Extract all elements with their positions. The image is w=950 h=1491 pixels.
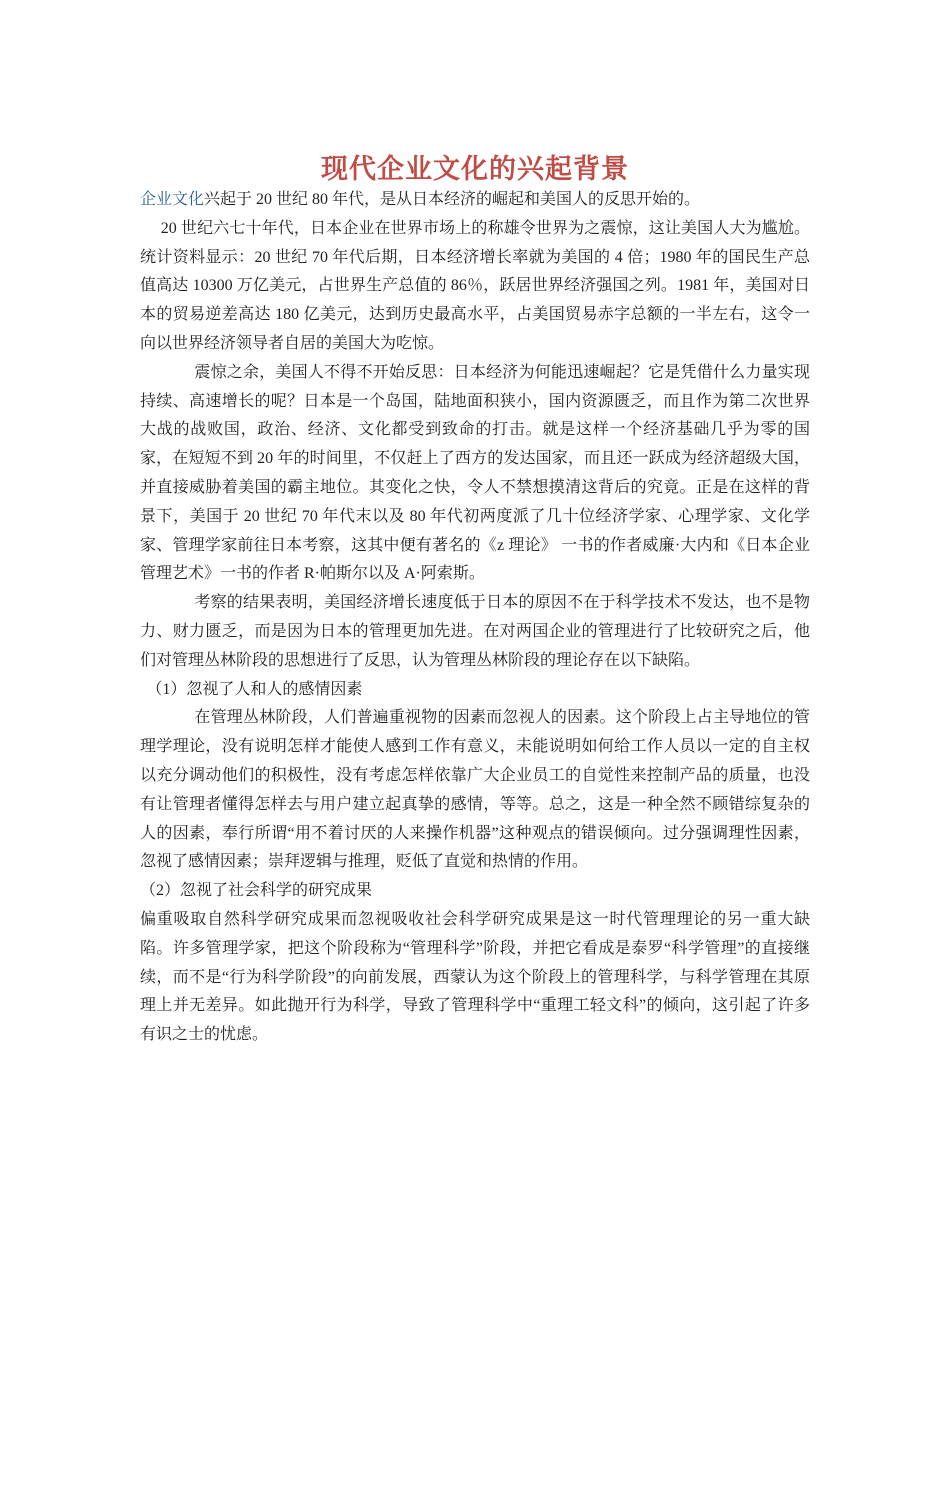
page-title: 现代企业文化的兴起背景	[321, 154, 629, 184]
paragraph-us-reflection: 震惊之余，美国人不得不开始反思：日本经济为何能迅速崛起？它是凭借什么力量实现持续、高速增长的呢？日本是一个岛国，陆地面积狭小，国内资源匮乏，而且作为第二次世界大战的战败国，政治、经济、文化都受到致命的打击。就是这样一个经济基础几乎为零的国家，在短短不到 20 年的时间里，不仅赶上了西方的发达国家，而且还一跃成为经济超级大国，并直接威胁着美国的霸主地位。其变化之快，令人不禁想摸清这背后的究竟。正是在这样的背景下，美国于 20 世纪 70 年代末以及 80 年代初两度派了几十位经济学家、心理学家、文化学家、管理学家前往日本考察，这其中便有著名的《z 理论》 一书的作者威廉·大内和《日本企业管理艺术》一书的作者 R·帕斯尔以及 A·阿索斯。	[140, 363, 810, 583]
document-page	[0, 147, 950, 1130]
section-heading-2: （2）忽视了社会科学的研究成果	[140, 882, 373, 900]
paragraph-survey-results: 考察的结果表明，美国经济增长速度低于日本的原因不在于科学技术不发达，也不是物力、财力匮乏，而是因为日本的管理更加先进。在对两国企业的管理进行了比较研究之后，他们对管理丛林阶段的思想进行了反思，认为管理丛林阶段的理论存在以下缺陷。	[140, 594, 810, 669]
intro-paragraph	[140, 186, 810, 215]
paragraph-japan-rise-stats: 20 世纪六七十年代，日本企业在世界市场上的称雄令世界为之震惊，这让美国人大为尴尬。统计资料显示：20 世纪 70 年代后期，日本经济增长率就为美国的 4 倍；1980 年的国民生产总值高达 10300 万亿美元，占世界生产总值的 86％，跃居世界经济强国之列。1981 年，美国对日本的贸易逆差高达 180 亿美元，达到历史最高水平，占美国贸易赤字总额的一半左右，这令一向以世界经济领导者自居的美国大为吃惊。	[140, 219, 810, 352]
intro-text: 兴起于 20 世纪 80 年代，是从日本经济的崛起和美国人的反思开始的。	[204, 191, 701, 208]
paragraph-social-science: 偏重吸取自然科学研究成果而忽视吸收社会科学研究成果是这一时代管理理论的另一重大缺陷。许多管理学家，把这个阶段称为“管理科学”阶段，并把它看成是泰罗“科学管理”的直接继续，而不是“行为科学阶段”的向前发展，西蒙认为这个阶段上的管理科学，与科学管理在其原理上并无差异。如此抛开行为科学，导致了管理科学中“重理工轻文科”的倾向，这引起了许多有识之士的忧虑。	[140, 910, 810, 1044]
qiye-wenhua-link[interactable]: 企业文化	[140, 191, 205, 208]
section-heading-1: （1）忽视了人和人的感情因素	[146, 680, 363, 698]
paragraph-emotion-factor: 在管理丛林阶段，人们普遍重视物的因素而忽视人的因素。这个阶段上占主导地位的管理学理论，没有说明怎样才能使人感到工作有意义，未能说明如何给工作人员以一定的自主权以充分调动他们的积极性，没有考虑怎样依靠广大企业员工的自觉性来控制产品的质量，也没有让管理者懂得怎样去与用户建立起真挚的感情，等等。总之，这是一种全然不顾错综复杂的人的因素，奉行所谓“用不着讨厌的人来操作机器”这种观点的错误倾向。过分强调理性因素，忽视了感情因素；崇拜逻辑与推理，贬低了直觉和热情的作用。	[140, 709, 810, 871]
